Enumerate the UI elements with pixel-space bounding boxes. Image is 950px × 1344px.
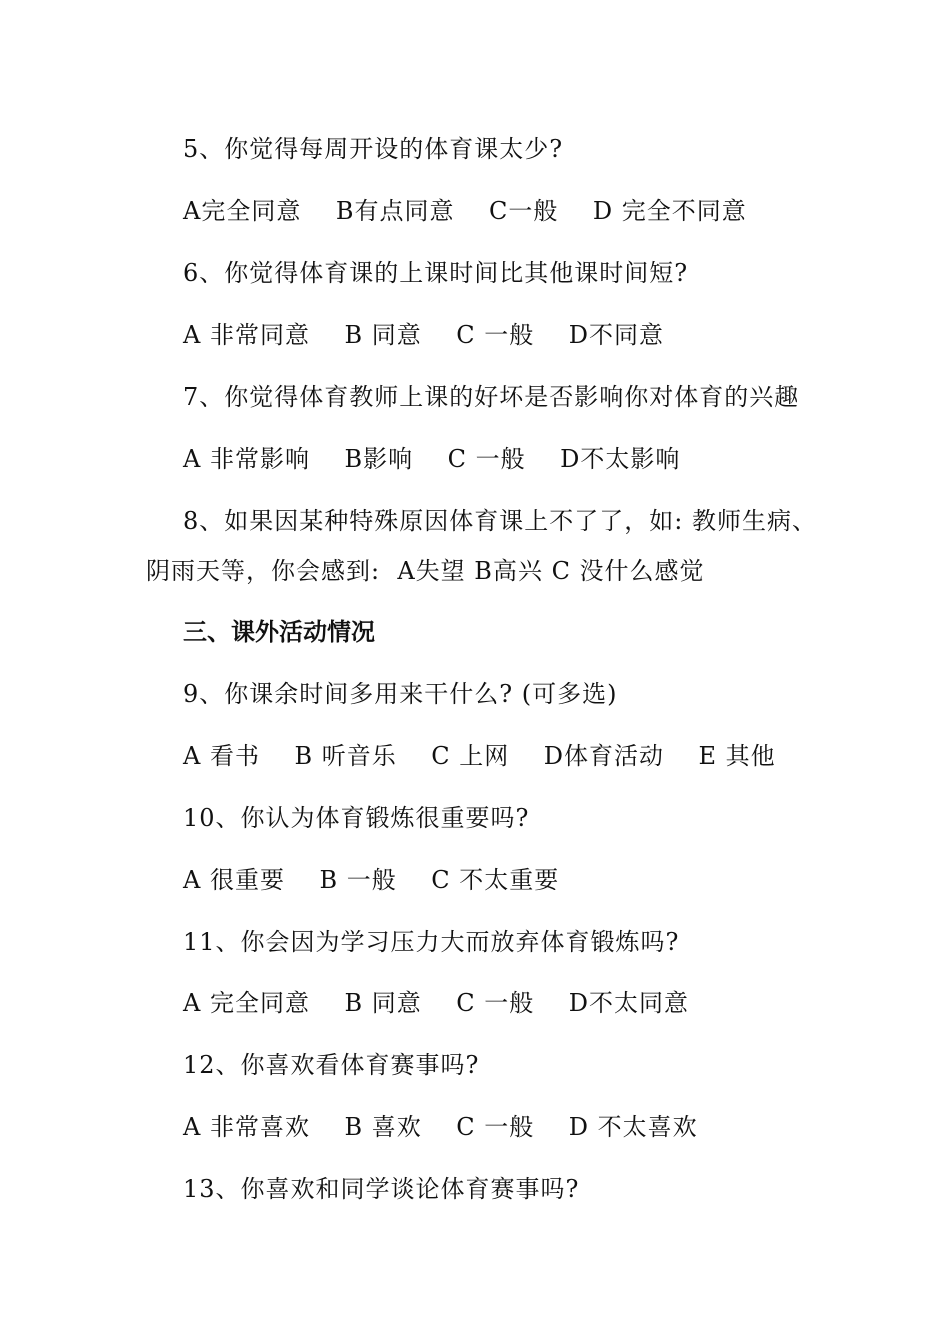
question-11: 11、你会因为学习压力大而放弃体育锻炼吗? [183, 928, 680, 956]
question-13: 13、你喜欢和同学谈论体育赛事吗? [183, 1175, 580, 1203]
question-8: 8、如果因某种特殊原因体育课上不了了，如: 教师生病、 [183, 507, 817, 535]
question-10-options: A 很重要 B 一般 C 不太重要 [183, 866, 560, 894]
question-5-options: A完全同意 B有点同意 C一般 D 完全不同意 [183, 197, 747, 225]
question-12: 12、你喜欢看体育赛事吗? [183, 1051, 480, 1079]
question-10: 10、你认为体育锻炼很重要吗? [183, 804, 530, 832]
question-8-continued: 阴雨天等，你会感到: A失望 B高兴 C 没什么感觉 [146, 557, 705, 585]
question-11-options: A 完全同意 B 同意 C 一般 D不太同意 [183, 989, 690, 1017]
question-5: 5、你觉得每周开设的体育课太少? [183, 135, 564, 163]
question-6-options: A 非常同意 B 同意 C 一般 D不同意 [183, 321, 665, 349]
question-6: 6、你觉得体育课的上课时间比其他课时间短? [183, 259, 689, 287]
question-12-options: A 非常喜欢 B 喜欢 C 一般 D 不太喜欢 [183, 1113, 698, 1141]
question-9: 9、你课余时间多用来干什么? (可多选) [183, 680, 618, 708]
section-heading: 三、课外活动情况 [183, 618, 375, 646]
question-7-options: A 非常影响 B影响 C 一般 D不太影响 [183, 445, 681, 473]
question-9-options: A 看书 B 听音乐 C 上网 D体育活动 E 其他 [183, 742, 776, 770]
question-7: 7、你觉得体育教师上课的好坏是否影响你对体育的兴趣 [183, 383, 800, 411]
